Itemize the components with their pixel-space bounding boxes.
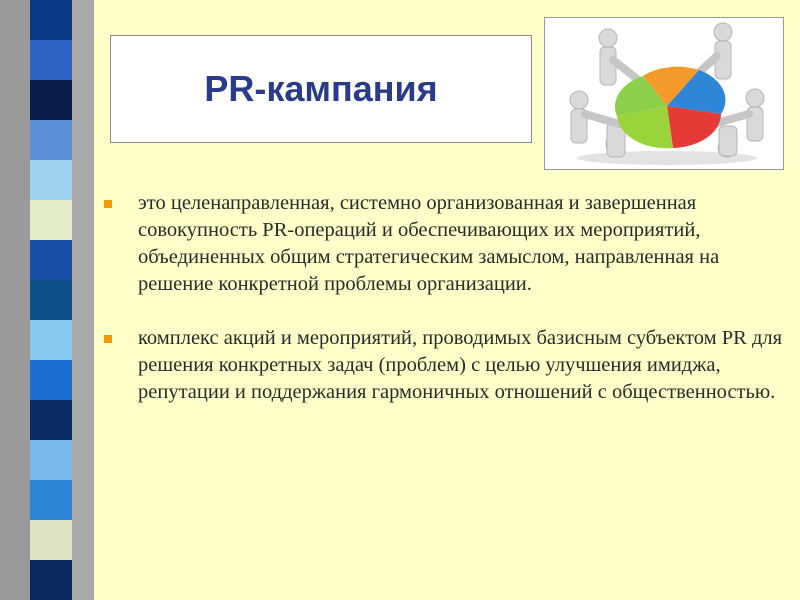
stripe-block [30, 520, 72, 560]
stripe-block [30, 320, 72, 360]
illustration-frame [544, 17, 784, 170]
bullet-text: это целенаправленная, системно организованная и завершенная совокупность PR-операций и обеспечивающих их мероприятий, объединенных общим стратегическим замыслом, направленная на решение конкретной проблемы организации. [138, 192, 720, 295]
bullet-list [104, 190, 784, 406]
stripe-block [30, 200, 72, 240]
decor-stripe [30, 0, 72, 600]
title-box [110, 35, 532, 143]
bullet-marker-icon [104, 200, 112, 208]
stripe-block [30, 400, 72, 440]
stripe-block [30, 360, 72, 400]
stripe-block [30, 40, 72, 80]
stripe-block [30, 480, 72, 520]
bullet-text: комплекс акций и мероприятий, проводимых базисным субъектом PR для решения конкретных задач (проблем) с целью улучшения имиджа, репутации и поддержания гармоничных отношений с общественностью. [138, 327, 783, 403]
stripe-block [30, 240, 72, 280]
bullet-item [104, 325, 784, 406]
stripe-block [30, 120, 72, 160]
bullet-marker-icon [104, 335, 112, 343]
stripe-block [30, 160, 72, 200]
stripe-block [30, 80, 72, 120]
stripe-block [30, 0, 72, 40]
stripe-block [30, 560, 72, 600]
decor-gray-bar [0, 0, 30, 600]
slide-title: PR-кампания [204, 68, 438, 109]
stripe-block [30, 440, 72, 480]
decor-gray-gap [72, 0, 94, 600]
bullet-item [104, 190, 784, 298]
stripe-block [30, 280, 72, 320]
team-puzzle-icon [545, 18, 783, 169]
